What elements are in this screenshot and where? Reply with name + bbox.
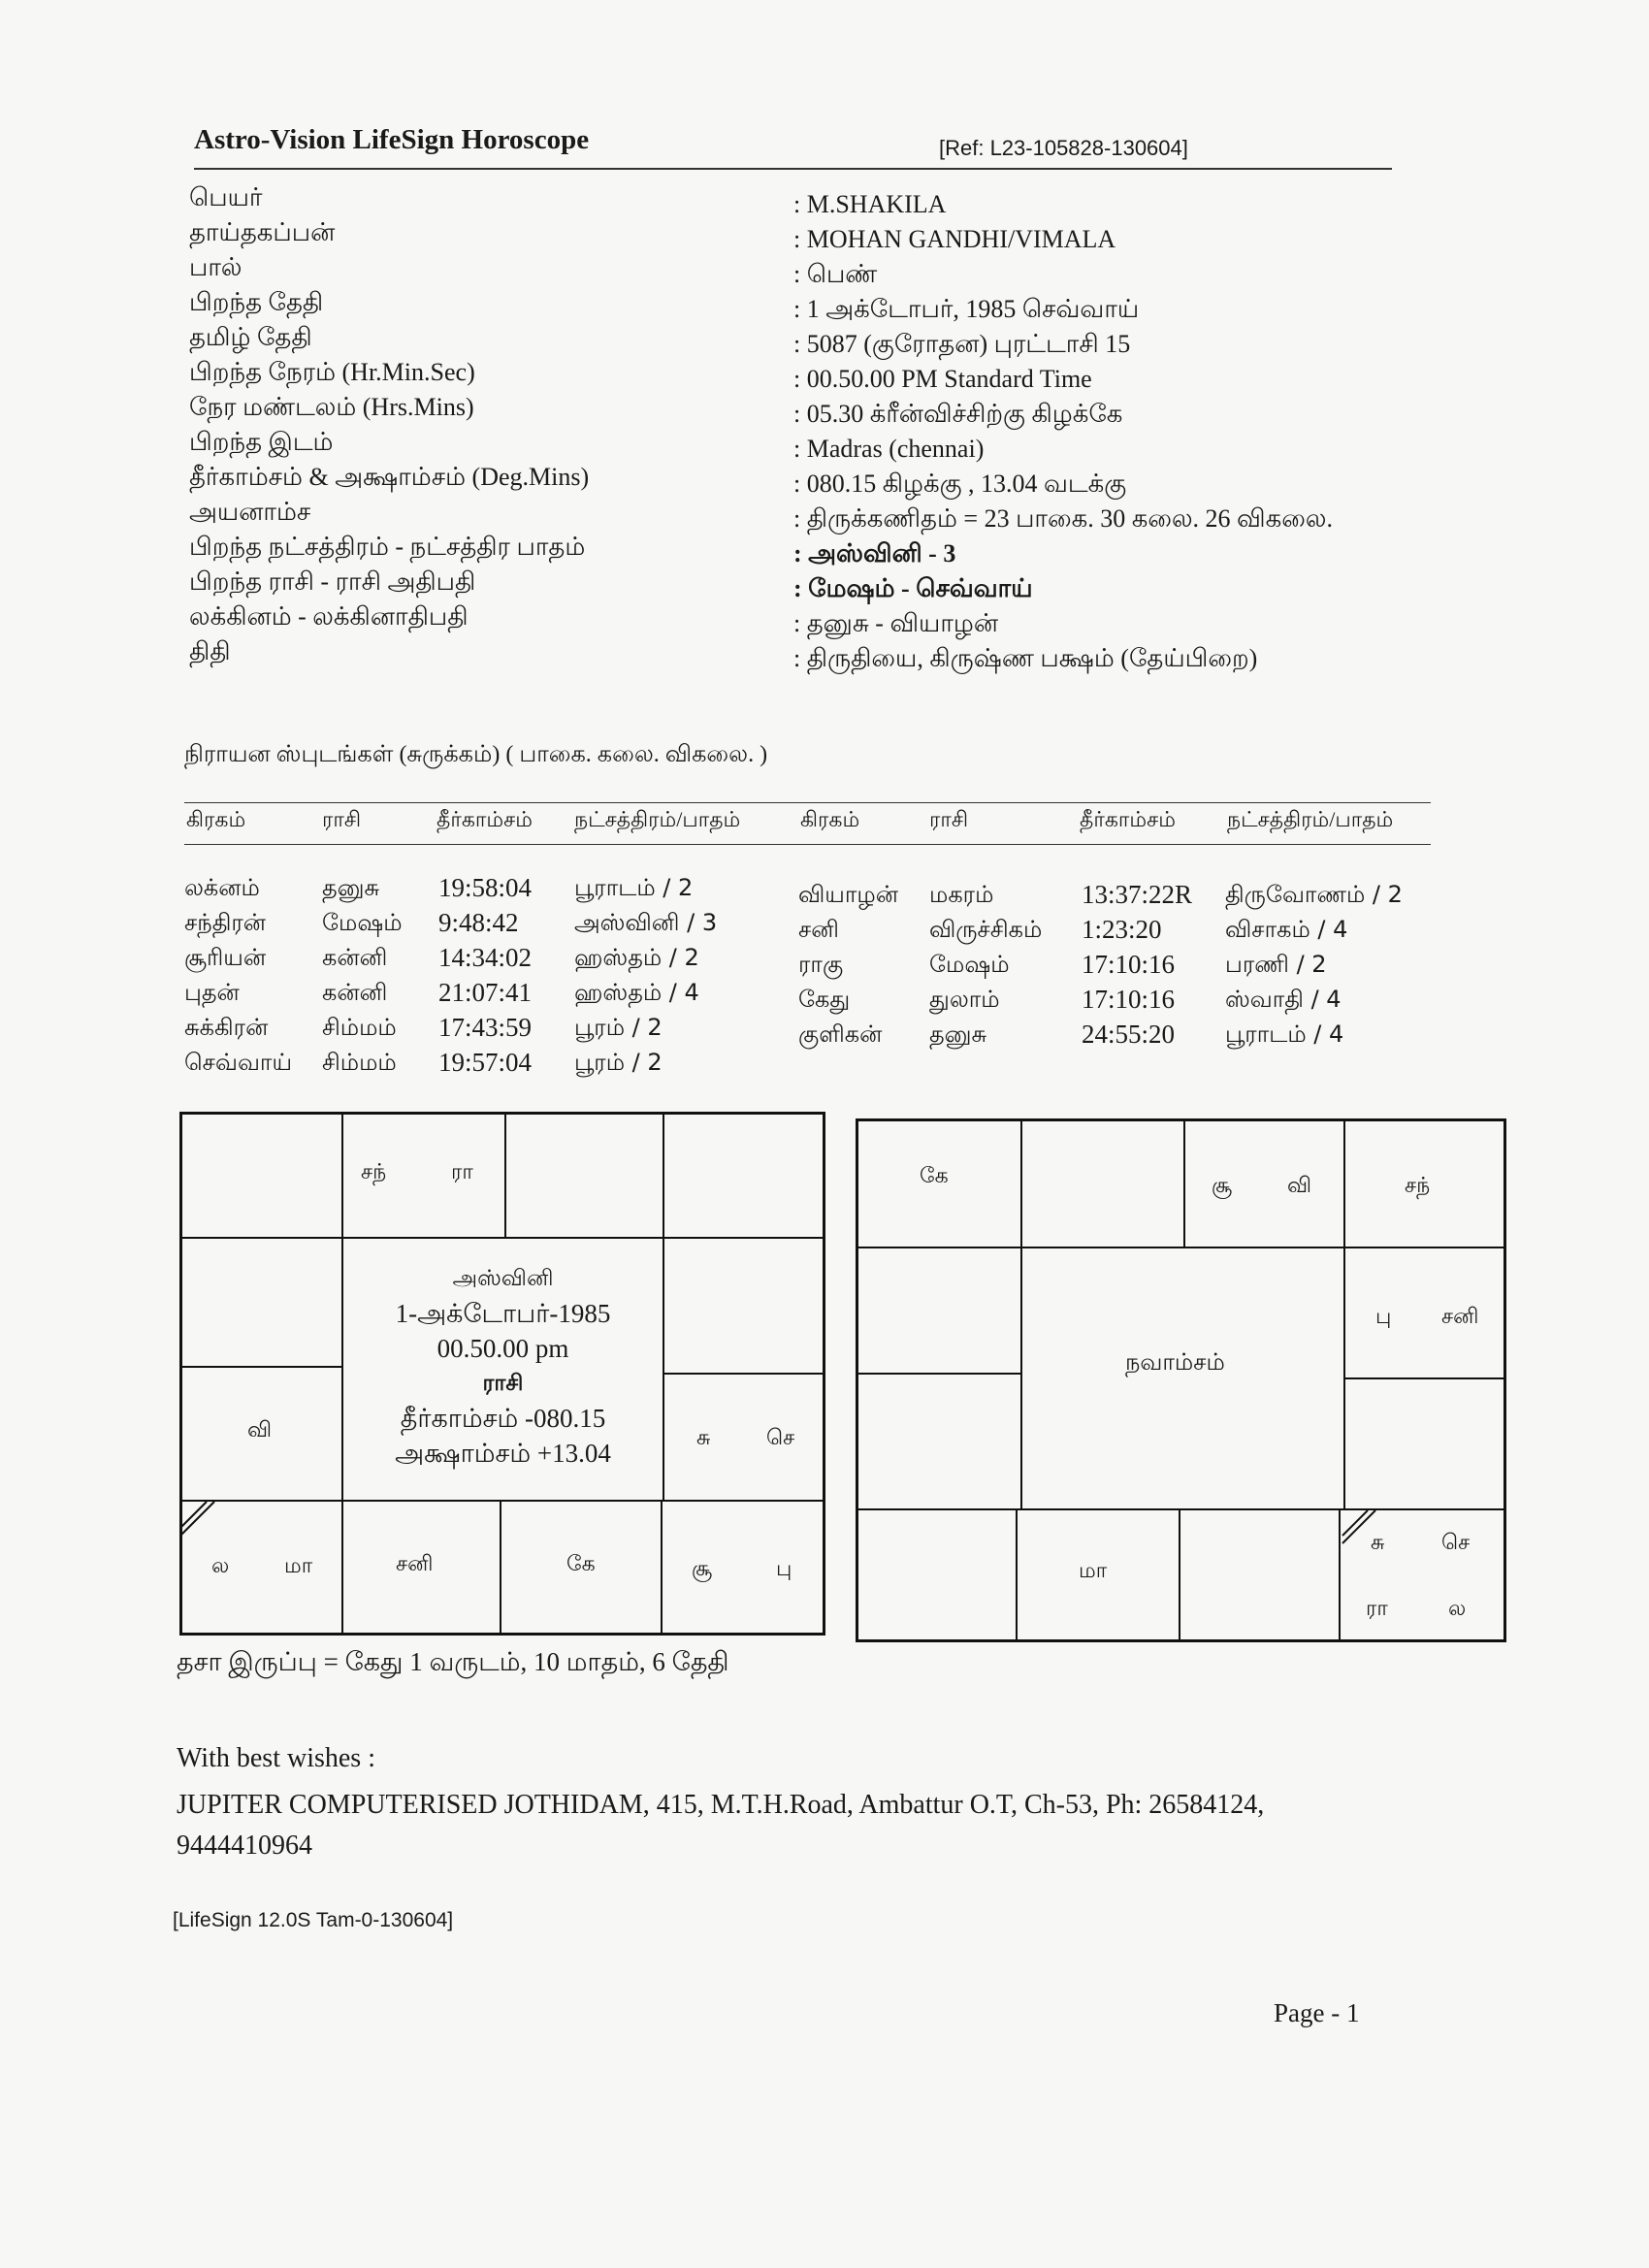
navamsa-cell-planet: மா <box>1079 1559 1108 1583</box>
graha-rasi: சிம்மம் <box>322 1049 397 1076</box>
rasi-grid-line <box>663 1112 664 1502</box>
graha-star: திருவோணம் / 2 <box>1225 881 1403 908</box>
lagna-marker-icon <box>179 1500 218 1539</box>
rasi-cell-planet: சூ <box>692 1557 713 1581</box>
graha-rasi: தனுசு <box>322 874 380 901</box>
detail-label: பால் <box>189 253 242 281</box>
detail-value: : 5087 (குரோதன) புரட்டாசி 15 <box>793 330 1131 358</box>
detail-value: : தனுசு - வியாழன் <box>793 609 999 637</box>
graha-rasi: மேஷம் <box>929 951 1010 978</box>
rasi-grid-line <box>500 1500 501 1636</box>
reference-number: [Ref: L23-105828-130604] <box>939 136 1188 160</box>
rasi-cell-planet: சு <box>696 1426 711 1450</box>
graha-name: செவ்வாய் <box>184 1049 293 1076</box>
col-header-star: நட்சத்திரம்/பாதம் <box>574 807 741 831</box>
detail-value: : 00.50.00 PM Standard Time <box>793 365 1092 393</box>
navamsa-grid-line <box>1343 1118 1345 1508</box>
navamsa-cell-planet: ல <box>1448 1597 1467 1621</box>
rasi-grid-line <box>661 1500 663 1636</box>
detail-label: பிறந்த இடம் <box>189 428 334 456</box>
rasi-cell-planet: ரா <box>451 1160 473 1184</box>
center-chart-title: ராசி <box>482 1371 524 1396</box>
detail-value: : பெண் <box>793 260 878 288</box>
detail-value: : திருக்கணிதம் = 23 பாகை. 30 கலை. 26 விகலை. <box>793 504 1333 533</box>
document-title: Astro-Vision LifeSign Horoscope <box>194 124 590 155</box>
navamsa-cell-planet: வி <box>1287 1174 1312 1198</box>
rasi-grid-line <box>504 1112 506 1239</box>
center-longitude: தீர்காம்சம் -080.15 <box>400 1404 606 1433</box>
graha-longitude: 9:48:42 <box>438 908 519 937</box>
graha-name: சனி <box>798 916 839 943</box>
graha-longitude: 19:58:04 <box>438 873 533 902</box>
navamsa-cell-planet: சந் <box>1405 1174 1431 1198</box>
graha-name: சுக்கிரன் <box>184 1014 269 1041</box>
col-header-longitude: தீர்காம்சம் <box>1080 807 1176 831</box>
detail-value: : 05.30 க்ரீன்விச்சிற்கு கிழக்கே <box>793 400 1123 428</box>
graha-longitude: 17:43:59 <box>438 1013 533 1042</box>
detail-value: : மேஷம் - செவ்வாய் <box>793 574 1033 602</box>
navamsa-grid-line <box>856 1247 1506 1248</box>
col-header-rasi: ராசி <box>929 807 969 831</box>
col-header-star: நட்சத்திரம்/பாதம் <box>1227 807 1394 831</box>
graha-longitude: 19:57:04 <box>438 1048 533 1077</box>
detail-value: : 1 அக்டோபர், 1985 செவ்வாய் <box>793 295 1140 323</box>
center-latitude: அக்ஷாம்சம் +13.04 <box>395 1439 611 1468</box>
detail-label: நேர மண்டலம் (Hrs.Mins) <box>189 393 474 421</box>
graha-rasi: கன்னி <box>322 979 388 1006</box>
rasi-cell-planet: மா <box>284 1554 313 1578</box>
detail-label: தமிழ் தேதி <box>189 323 312 351</box>
col-header-graha: கிரகம் <box>800 807 860 831</box>
detail-label: பிறந்த நட்சத்திரம் - நட்சத்திர பாதம் <box>189 533 586 561</box>
detail-label: அயனாம்ச <box>189 498 311 526</box>
grahas-heading: நிராயன ஸ்புடங்கள் (சுருக்கம்) ( பாகை. கலை. விகலை. ) <box>184 742 768 767</box>
navamsa-cell-planet: சு <box>1371 1531 1385 1555</box>
navamsa-grid-line <box>1179 1508 1180 1642</box>
navamsa-cell-planet: ரா <box>1366 1597 1388 1621</box>
detail-label: திதி <box>189 637 231 665</box>
navamsa-grid-line <box>1020 1118 1022 1508</box>
graha-rasi: தனுசு <box>929 1021 987 1048</box>
detail-label: பிறந்த ராசி - ராசி அதிபதி <box>189 567 476 596</box>
detail-value: : Madras (chennai) <box>793 435 985 463</box>
navamsa-grid-line <box>1016 1508 1018 1642</box>
detail-value: : M.SHAKILA <box>793 190 947 218</box>
col-header-rasi: ராசி <box>322 807 362 831</box>
navamsa-cell-planet: சூ <box>1212 1174 1233 1198</box>
graha-rasi: மேஷம் <box>322 909 403 936</box>
graha-star: ஹஸ்தம் / 2 <box>574 944 699 971</box>
graha-star: அஸ்வினி / 3 <box>574 909 718 936</box>
page-number: Page - 1 <box>1274 1998 1360 2027</box>
graha-rasi: சிம்மம் <box>322 1014 397 1041</box>
graha-name: சூரியன் <box>184 944 267 971</box>
graha-star: ஸ்வாதி / 4 <box>1225 986 1342 1013</box>
graha-star: பூராடம் / 4 <box>1225 1021 1344 1048</box>
center-time: 00.50.00 pm <box>436 1334 569 1363</box>
graha-star: பூராடம் / 2 <box>574 874 694 901</box>
graha-longitude: 21:07:41 <box>438 978 533 1007</box>
graha-name: ராகு <box>798 951 844 978</box>
graha-name: புதன் <box>184 979 240 1006</box>
table-top-rule <box>184 802 1431 803</box>
graha-rasi: விருச்சிகம் <box>929 916 1043 943</box>
rasi-grid-line <box>341 1500 343 1636</box>
col-header-graha: கிரகம் <box>186 807 246 831</box>
graha-rasi: மகரம் <box>929 881 994 908</box>
footer-version: [LifeSign 12.0S Tam-0-130604] <box>173 1909 454 1931</box>
footer-wishes: With best wishes : <box>177 1743 375 1773</box>
rasi-grid-line <box>663 1373 825 1375</box>
graha-star: விசாகம் / 4 <box>1225 916 1348 943</box>
navamsa-grid-line <box>1343 1377 1506 1379</box>
center-date: 1-அக்டோபர்-1985 <box>395 1299 611 1328</box>
graha-rasi: துலாம் <box>929 986 1000 1013</box>
graha-name: லக்னம் <box>184 874 260 901</box>
graha-star: பரணி / 2 <box>1225 951 1327 978</box>
graha-name: சந்திரன் <box>184 909 267 936</box>
rasi-cell-planet: பு <box>776 1557 792 1581</box>
navamsa-cell-planet: செ <box>1441 1531 1471 1555</box>
navamsa-grid-line <box>856 1508 1506 1510</box>
rasi-cell-planet: சந் <box>361 1160 387 1184</box>
graha-longitude: 13:37:22R <box>1082 880 1193 909</box>
rasi-cell-planet: சனி <box>396 1552 434 1576</box>
graha-star: பூரம் / 2 <box>574 1014 663 1041</box>
center-star: அஸ்வினி <box>452 1266 554 1291</box>
graha-longitude: 17:10:16 <box>1082 985 1176 1014</box>
rasi-center-info <box>343 1261 663 1471</box>
rasi-grid-line <box>179 1366 342 1368</box>
col-header-longitude: தீர்காம்சம் <box>436 807 533 831</box>
rasi-cell-planet: செ <box>766 1426 795 1450</box>
detail-label: பிறந்த தேதி <box>189 288 324 316</box>
navamsa-grid-line <box>856 1373 1020 1375</box>
graha-longitude: 24:55:20 <box>1082 1020 1176 1049</box>
graha-longitude: 17:10:16 <box>1082 950 1176 979</box>
detail-labels <box>189 180 589 669</box>
rasi-grid-line <box>179 1500 825 1502</box>
navamsa-cell-planet: பு <box>1375 1305 1392 1329</box>
dasa-balance: தசா இருப்பு = கேது 1 வருடம், 10 மாதம், 6 தேதி <box>177 1647 729 1676</box>
navamsa-cell-planet: கே <box>920 1164 949 1188</box>
graha-name: வியாழன் <box>798 881 899 908</box>
navamsa-cell-planet: சனி <box>1441 1305 1479 1329</box>
detail-values <box>793 187 1333 676</box>
detail-value: : திருதியை, கிருஷ்ண பக்ஷம் (தேய்பிறை) <box>793 644 1258 672</box>
detail-label: தாய்தகப்பன் <box>189 218 336 246</box>
detail-label: தீர்காம்சம் & அக்ஷாம்சம் (Deg.Mins) <box>189 463 590 491</box>
rasi-cell-planet: ல <box>211 1554 230 1578</box>
navamsa-center-title: நவாம்சம் <box>1125 1348 1225 1376</box>
rasi-cell-planet: கே <box>566 1552 596 1576</box>
footer-address: JUPITER COMPUTERISED JOTHIDAM, 415, M.T.H.Road, Ambattur O.T, Ch-53, Ph: 26584124, 9444410964 <box>177 1790 1265 1861</box>
detail-value: : 080.15 கிழக்கு , 13.04 வடக்கு <box>793 470 1127 498</box>
detail-value: : அஸ்வினி - 3 <box>793 539 956 567</box>
detail-label: பெயர் <box>189 183 263 211</box>
graha-longitude: 14:34:02 <box>438 943 533 972</box>
detail-label: லக்கினம் - லக்கினாதிபதி <box>189 602 469 631</box>
graha-rasi: கன்னி <box>322 944 388 971</box>
graha-name: குளிகன் <box>798 1021 883 1048</box>
graha-name: கேது <box>798 986 851 1013</box>
rasi-grid-line <box>179 1237 825 1239</box>
graha-star: பூரம் / 2 <box>574 1049 663 1076</box>
table-header-rule <box>184 844 1431 845</box>
graha-star: ஹஸ்தம் / 4 <box>574 979 699 1006</box>
header-divider <box>194 168 1392 170</box>
graha-longitude: 1:23:20 <box>1082 915 1162 944</box>
detail-label: பிறந்த நேரம் (Hr.Min.Sec) <box>189 358 475 386</box>
rasi-cell-planet: வி <box>247 1418 273 1442</box>
detail-value: : MOHAN GANDHI/VIMALA <box>793 225 1116 253</box>
navamsa-grid-line <box>1183 1118 1185 1247</box>
